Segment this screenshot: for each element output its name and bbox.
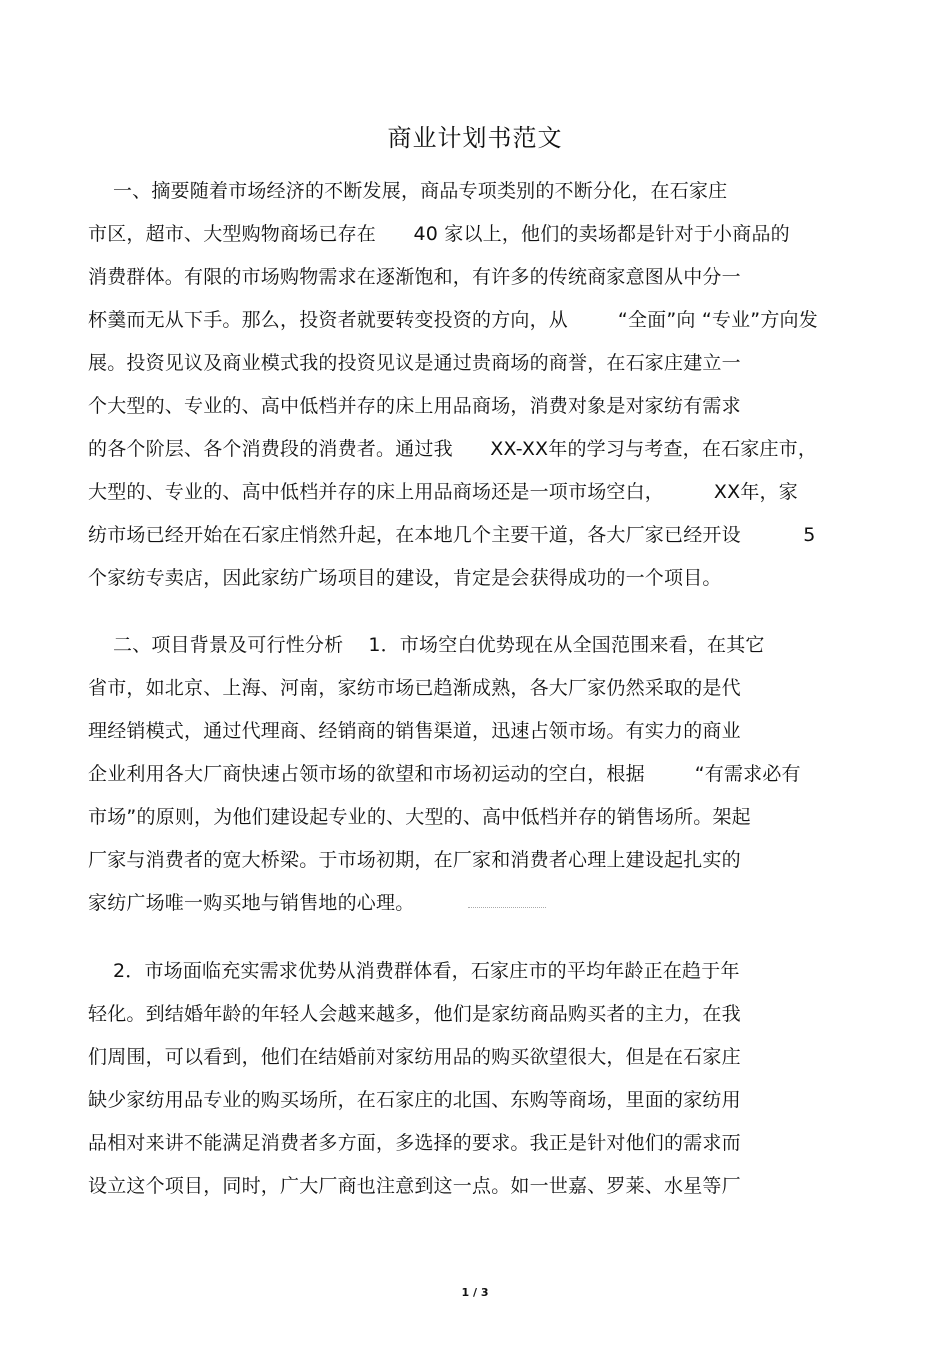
paragraph-3-line-3: 们周围，可以看到，他们在结婚前对家纺用品的购买欲望很大，但是在石家庄	[88, 1046, 741, 1068]
paragraph-1-line-4: 杯羹而无从下手。那么，投资者就要转变投资的方向，从 “全面”向 “专业”方向发	[88, 309, 818, 331]
paragraph-2-line-4: 企业利用各大厂商快速占领市场的欲望和市场初运动的空白，根据 “有需求必有	[88, 763, 801, 785]
paragraph-2-line-3: 理经销模式，通过代理商、经销商的销售渠道，迅速占领市场。有实力的商业	[88, 720, 741, 742]
paragraph-2-line-7: 家纺广场唯一购买地与销售地的心理。	[88, 892, 415, 914]
paragraph-1-line-5: 展。投资见议及商业模式我的投资见议是通过贵商场的商誉，在石家庄建立一	[88, 352, 741, 374]
paragraph-1-line-9: 纺市场已经开始在石家庄悄然升起，在本地几个主要干道，各大厂家已经开设 5	[88, 524, 816, 546]
paragraph-1-line-6: 个大型的、专业的、高中低档并存的床上用品商场，消费对象是对家纺有需求	[88, 395, 741, 417]
paragraph-1-line-7: 的各个阶层、各个消费段的消费者。通过我 XX-XX年的学习与考查，在石家庄市，	[88, 438, 818, 460]
paragraph-3-line-5: 品相对来讲不能满足消费者多方面，多选择的要求。我正是针对他们的需求而	[88, 1132, 741, 1154]
paragraph-2-line-6: 厂家与消费者的宽大桥梁。于市场初期，在厂家和消费者心理上建设起扎实的	[88, 849, 741, 871]
paragraph-3-line-1: 2．市场面临充实需求优势从消费群体看，石家庄市的平均年龄正在趋于年	[88, 960, 740, 982]
paragraph-1-line-8: 大型的、专业的、高中低档并存的床上用品商场还是一项市场空白， XX年，家	[88, 481, 798, 503]
paragraph-2-line-5: 市场”的原则，为他们建设起专业的、大型的、高中低档并存的销售场所。架起	[88, 806, 751, 828]
paragraph-1-line-2: 市区，超市、大型购物商场已存在 40 家以上，他们的卖场都是针对于小商品的	[88, 223, 790, 245]
divider-dotted	[468, 907, 546, 908]
paragraph-3-line-2: 轻化。到结婚年龄的年轻人会越来越多，他们是家纺商品购买者的主力，在我	[88, 1003, 741, 1025]
document-title: 商业计划书范文	[387, 124, 563, 152]
paragraph-3-line-4: 缺少家纺用品专业的购买场所，在石家庄的北国、东购等商场，里面的家纺用	[88, 1089, 741, 1111]
paragraph-1-line-1: 一、摘要随着市场经济的不断发展，商品专项类别的不断分化，在石家庄	[88, 180, 728, 202]
paragraph-1-line-3: 消费群体。有限的市场购物需求在逐渐饱和，有许多的传统商家意图从中分一	[88, 266, 741, 288]
paragraph-1-line-10: 个家纺专卖店，因此家纺广场项目的建设，肯定是会获得成功的一个项目。	[88, 567, 722, 589]
paragraph-2-line-2: 省市，如北京、上海、河南，家纺市场已趋渐成熟，各大厂家仍然采取的是代	[88, 677, 741, 699]
page-indicator: 1 / 3	[461, 1286, 489, 1299]
paragraph-3-line-6: 设立这个项目，同时，广大厂商也注意到这一点。如一世嘉、罗莱、水星等厂	[88, 1175, 741, 1197]
paragraph-2-line-1: 二、项目背景及可行性分析 1．市场空白优势现在从全国范围来看，在其它	[88, 634, 765, 656]
